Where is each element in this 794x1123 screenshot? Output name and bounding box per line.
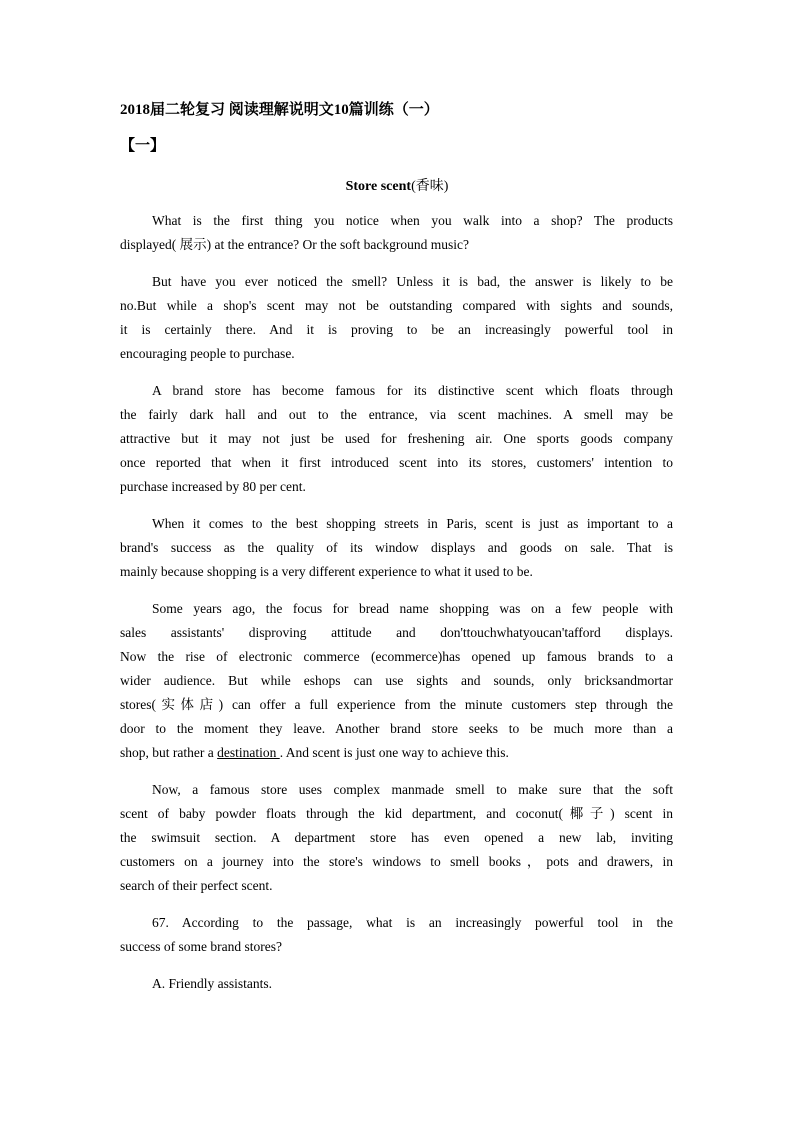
paragraph-6-line-2: scent of baby powder floats through the kid department, and coconut(椰子) scent in	[120, 806, 673, 821]
paragraph-5-line-7	[120, 743, 673, 763]
paragraph-4-line-3: mainly because shopping is a very different experience to what it used to be.	[120, 564, 533, 579]
paragraph-5-line-3: Now the rise of electronic commerce (ecommerce)has opened up famous brands to a	[120, 649, 673, 664]
section-label: 【一】	[120, 138, 166, 154]
option-a: A. Friendly assistants.	[152, 976, 272, 991]
paragraph-6-line-5: search of their perfect scent.	[120, 878, 273, 893]
paragraph-5-line-5: stores(实体店) can offer a full experience from the minute customers step through the	[120, 697, 673, 712]
article-title-cn: (香味)	[411, 179, 449, 194]
question-67-line-1: 67. According to the passage, what is an increasingly powerful tool in the	[152, 915, 673, 930]
paragraph-5-line-7-after: . And scent is just one way to achieve this.	[279, 745, 509, 760]
paragraph-3-line-2: the fairly dark hall and out to the entrance, via scent machines. A smell may be	[120, 407, 673, 422]
paragraph-5-line-1: Some years ago, the focus for bread name shopping was on a few people with	[152, 601, 673, 616]
article-title-en: Store scent	[345, 179, 412, 194]
paragraph-6-line-3: the swimsuit section. A department store has even opened a new lab, inviting	[120, 830, 673, 845]
paragraph-2-line-1: But have you ever noticed the smell? Unless it is bad, the answer is likely to be	[152, 274, 673, 289]
paragraph-5-line-4: wider audience. But while eshops can use sights and sounds, only bricksandmortar	[120, 673, 673, 688]
destination-underlined: destination	[217, 745, 280, 760]
paragraph-1-line-2: displayed( 展示) at the entrance? Or the soft background music?	[120, 237, 470, 252]
paragraph-1-line-1: What is the first thing you notice when you walk into a shop? The products	[152, 213, 673, 228]
question-67-line-2: success of some brand stores?	[120, 939, 282, 954]
paragraph-3-line-3: attractive but it may not just be used for freshening air. One sports goods company	[120, 431, 673, 446]
paragraph-6-line-4: customers on a journey into the store's windows to smell books，pots and drawers, in	[120, 854, 673, 869]
paragraph-4-line-2: brand's success as the quality of its window displays and goods on sale. That is	[120, 540, 673, 555]
article-title	[0, 175, 794, 195]
paragraph-2-line-2: no.But while a shop's scent may not be outstanding compared with sights and sounds,	[120, 298, 673, 313]
paragraph-3-line-4: once reported that when it first introduced scent into its stores, customers' intention to	[120, 455, 673, 470]
paragraph-4-line-1: When it comes to the best shopping streets in Paris, scent is just as important to a	[152, 516, 673, 531]
paragraph-2-line-4: encouraging people to purchase.	[120, 346, 295, 361]
paragraph-5-line-7-before: shop, but rather a	[120, 745, 218, 760]
paragraph-3-line-5: purchase increased by 80 per cent.	[120, 479, 306, 494]
paragraph-2-line-3: it is certainly there. And it is proving to be an increasingly powerful tool in	[120, 322, 673, 337]
paragraph-5-line-2: sales assistants' disproving attitude and don'ttouchwhatyoucan'tafford displays.	[120, 625, 673, 640]
document-heading: 2018届二轮复习 阅读理解说明文10篇训练（一）	[120, 102, 439, 118]
paragraph-3-line-1: A brand store has become famous for its distinctive scent which floats through	[152, 383, 673, 398]
paragraph-5-line-6: door to the moment they leave. Another brand store seeks to be much more than a	[120, 721, 673, 736]
paragraph-6-line-1: Now, a famous store uses complex manmade smell to make sure that the soft	[152, 782, 673, 797]
